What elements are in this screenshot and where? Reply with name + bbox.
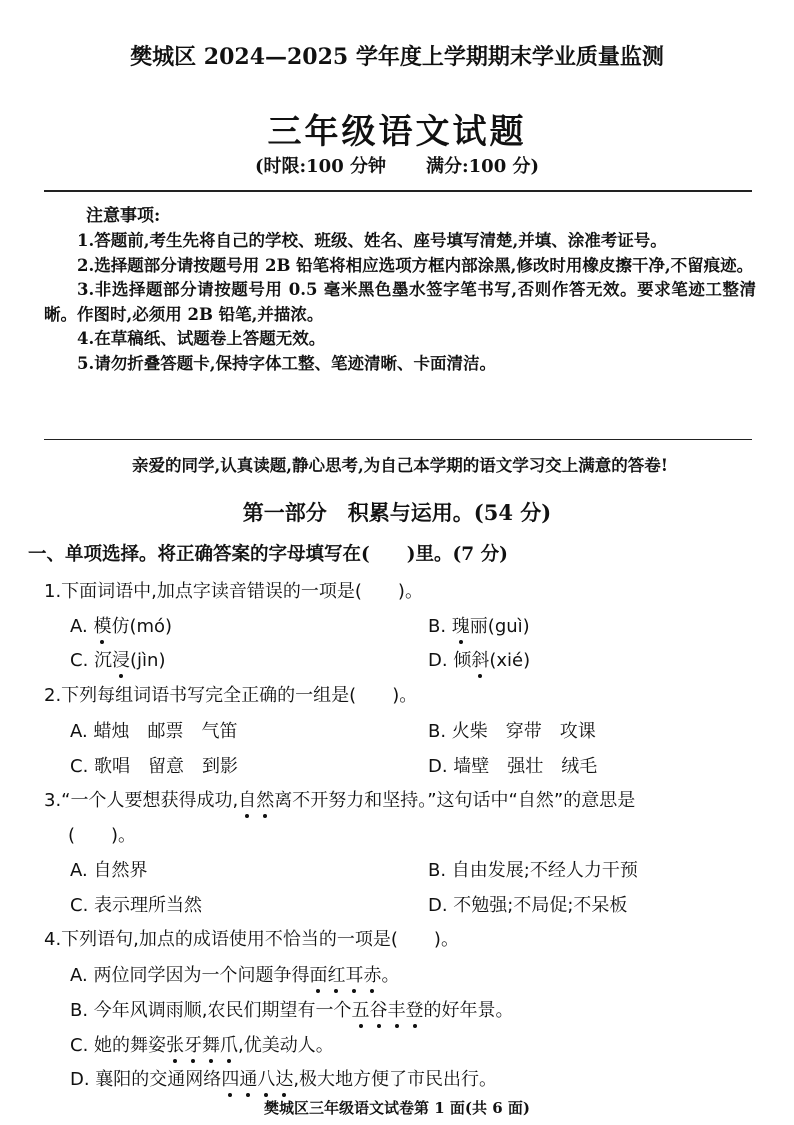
emphasis-char: 自 (238, 786, 256, 812)
q1-stem: 1.下面词语中,加点字读音错误的一项是( )。 (44, 581, 423, 602)
q4-option-d: D. 襄阳的交通网络四通八达,极大地方便了市民出行。 (70, 1065, 497, 1091)
emphasis-char: 爪 (220, 1031, 238, 1057)
emphasis-char: 四 (221, 1065, 239, 1091)
emphasis-char: 红 (327, 961, 345, 987)
emphasis-char: 丰 (388, 996, 406, 1022)
q2-option-d: D. 墙壁 强壮 绒毛 (428, 756, 598, 777)
q3-option-a: A. 自然界 (70, 860, 148, 881)
emphasis-char: 谷 (370, 996, 388, 1022)
emphasis-char: 达 (275, 1065, 293, 1091)
emphasis-dot (166, 1035, 238, 1056)
exam-title: 三年级语文试题 (267, 112, 527, 152)
q3-option-d: D. 不勉强;不局促;不呆板 (428, 895, 628, 916)
emphasis-dot (309, 965, 381, 986)
emphasis-dot (352, 1000, 424, 1021)
notice-item: 5.请勿折叠答题卡,保持字体工整、笔迹清晰、卡面清洁。 (77, 353, 496, 373)
emphasis-dot: 瑰 (452, 612, 470, 638)
q1-option-c: C. 沉浸(jìn) (70, 646, 165, 672)
emphasis-dot: 斜 (471, 646, 489, 672)
q3-stem: 3.“一个人要想获得成功,自然离不开努力和坚持。”这句话中“自然”的意思是 (44, 786, 635, 812)
q3-stem-line2: ( )。 (68, 825, 137, 846)
q2-option-b: B. 火柴 穿带 攻课 (428, 721, 596, 742)
emphasis-dot: 模 (93, 612, 111, 638)
q4-option-a: A. 两位同学因为一个问题争得面红耳赤。 (70, 961, 399, 987)
notice-title: 注意事项: (86, 206, 161, 226)
emphasis-char: 张 (166, 1031, 184, 1057)
time-limit: (时限:100 分钟 (254, 156, 386, 177)
emphasis-char: 赤 (363, 961, 381, 987)
emphasis-dot (238, 790, 274, 811)
emphasis-dot: 浸 (112, 646, 130, 672)
part1-title: 第一部分 积累与运用。(54 分) (242, 500, 552, 525)
emphasis-dot (221, 1069, 293, 1090)
emphasis-char: 耳 (345, 961, 363, 987)
notice-list (44, 229, 756, 377)
q2-option-c: C. 歌唱 留意 到影 (70, 756, 239, 777)
q4-option-c: C. 她的舞姿张牙舞爪,优美动人。 (70, 1031, 334, 1057)
q2-option-a: A. 蜡烛 邮票 气笛 (70, 721, 238, 742)
emphasis-char: 五 (352, 996, 370, 1022)
emphasis-char: 八 (257, 1065, 275, 1091)
q3-option-c: C. 表示理所当然 (70, 895, 203, 916)
notice-item: 1.答题前,考生先将自己的学校、班级、姓名、座号填写清楚,并填、涂准考证号。 (77, 231, 667, 250)
emphasis-char: 通 (239, 1065, 257, 1091)
notice-divider (44, 439, 752, 440)
header-divider (44, 190, 752, 192)
district-exam-title: 樊城区 2024—2025 学年度上学期期末学业质量监测 (130, 44, 664, 70)
q1-option-b: B. 瑰丽(guì) (428, 612, 530, 638)
q4-stem: 4.下列语句,加点的成语使用不恰当的一项是( )。 (44, 929, 459, 950)
exam-meta (0, 152, 794, 178)
emphasis-char: 牙 (184, 1031, 202, 1057)
q4-option-b: B. 今年风调雨顺,农民们期望有一个五谷丰登的好年景。 (70, 996, 514, 1022)
notice-item: 2.选择题部分请按题号用 2B 铅笔将相应选项方框内部涂黑,修改时用橡皮擦干净,不留痕迹。 (77, 255, 754, 275)
section1-title: 一、单项选择。将正确答案的字母填写在( )里。(7 分) (28, 544, 508, 565)
encouragement-line: 亲爱的同学,认真读题,静心思考,为自己本学期的语文学习交上满意的答卷! (132, 456, 668, 475)
emphasis-char: 然 (256, 786, 274, 812)
q3-option-b: B. 自由发展;不经人力干预 (428, 860, 638, 881)
q1-option-d: D. 倾斜(xié) (428, 646, 530, 672)
emphasis-char: 舞 (202, 1031, 220, 1057)
emphasis-char: 面 (309, 961, 327, 987)
q2-stem: 2.下列每组词语书写完全正确的一组是( )。 (44, 685, 418, 706)
emphasis-char: 登 (406, 996, 424, 1022)
page-footer: 樊城区三年级语文试卷第 1 面(共 6 面) (264, 1099, 530, 1117)
q1-option-a: A. 模仿(mó) (70, 612, 172, 638)
notice-item: 4.在草稿纸、试题卷上答题无效。 (77, 329, 326, 349)
full-score: 满分:100 分) (426, 156, 540, 177)
notice-item: 3.非选择题部分请按题号用 0.5 毫米黑色墨水签字笔书写,否则作答无效。要求笔迹工整清晰。作图时,必须用 2B 铅笔,并描浓。 (44, 280, 756, 324)
